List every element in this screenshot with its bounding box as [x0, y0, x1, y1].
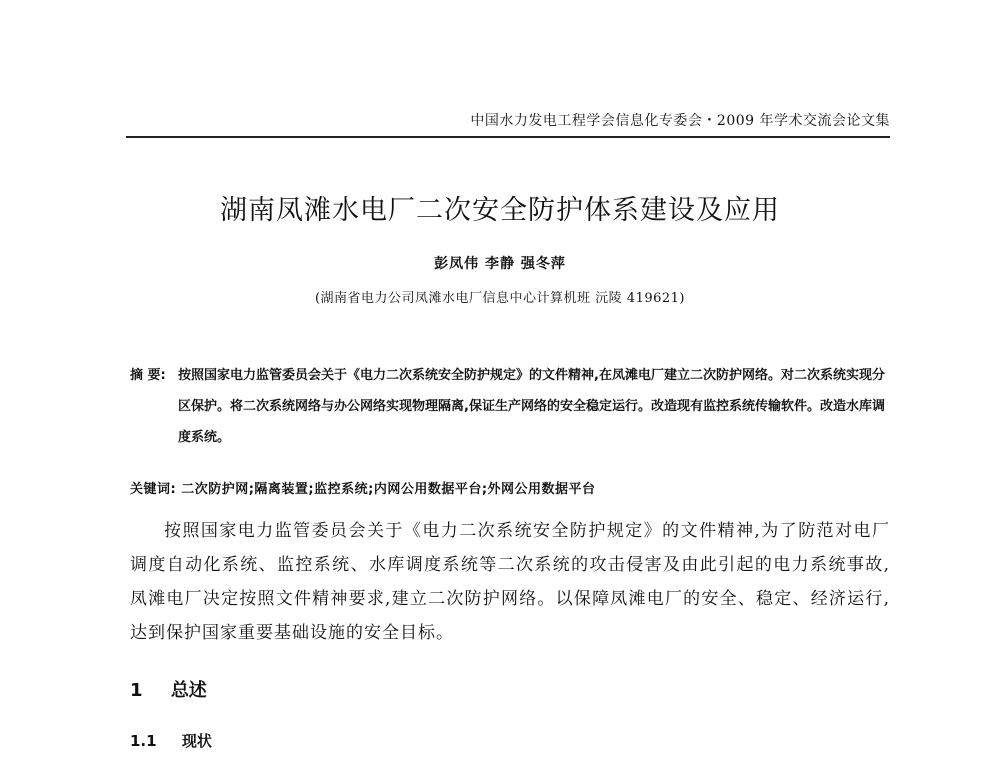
running-header: 中国水力发电工程学会信息化专委会・2009 年学术交流会论文集 [470, 113, 890, 129]
abstract-label: 摘 要: [130, 368, 166, 383]
keywords-block [130, 478, 596, 497]
intro-paragraph: 按照国家电力监管委员会关于《电力二次系统安全防护规定》的文件精神,为了防范对电厂调度自动化系统、监控系统、水库调度系统等二次系统的攻击侵害及由此引起的电力系统事故,凤滩电厂决定按照文件精神要求,建立二次防护网络。以保障凤滩电厂的安全、稳定、经济运行,达到保护国家重要基础设施的安全目标。 [130, 521, 890, 643]
section-heading-1 [130, 676, 207, 702]
abstract-text: 按照国家电力监管委员会关于《电力二次系统安全防护规定》的文件精神,在凤滩电厂建立二次防护网络。对二次系统实现分区保护。将二次系统网络与办公网络实现物理隔离,保证生产网络的安全稳定运行。改造现有监控系统传输软件。改造水库调度系统。 [178, 368, 885, 445]
section-heading-1-1 [130, 730, 212, 751]
paper-affiliation: (湖南省电力公司凤滩水电厂信息中心计算机班 沅陵 419621) [314, 291, 686, 306]
paper-authors: 彭凤伟 李静 强冬萍 [434, 256, 566, 272]
keywords-label: 关键词: [130, 482, 177, 497]
abstract-block [130, 360, 890, 453]
section-number: 1 [130, 680, 143, 701]
section-title: 现状 [181, 732, 212, 750]
keywords-text: 二次防护网;隔离装置;监控系统;内网公用数据平台;外网公用数据平台 [181, 482, 596, 497]
header-rule [126, 136, 890, 138]
section-title: 总述 [170, 680, 207, 701]
section-number: 1.1 [130, 732, 157, 750]
paper-title: 湖南凤滩水电厂二次安全防护体系建设及应用 [220, 195, 780, 226]
